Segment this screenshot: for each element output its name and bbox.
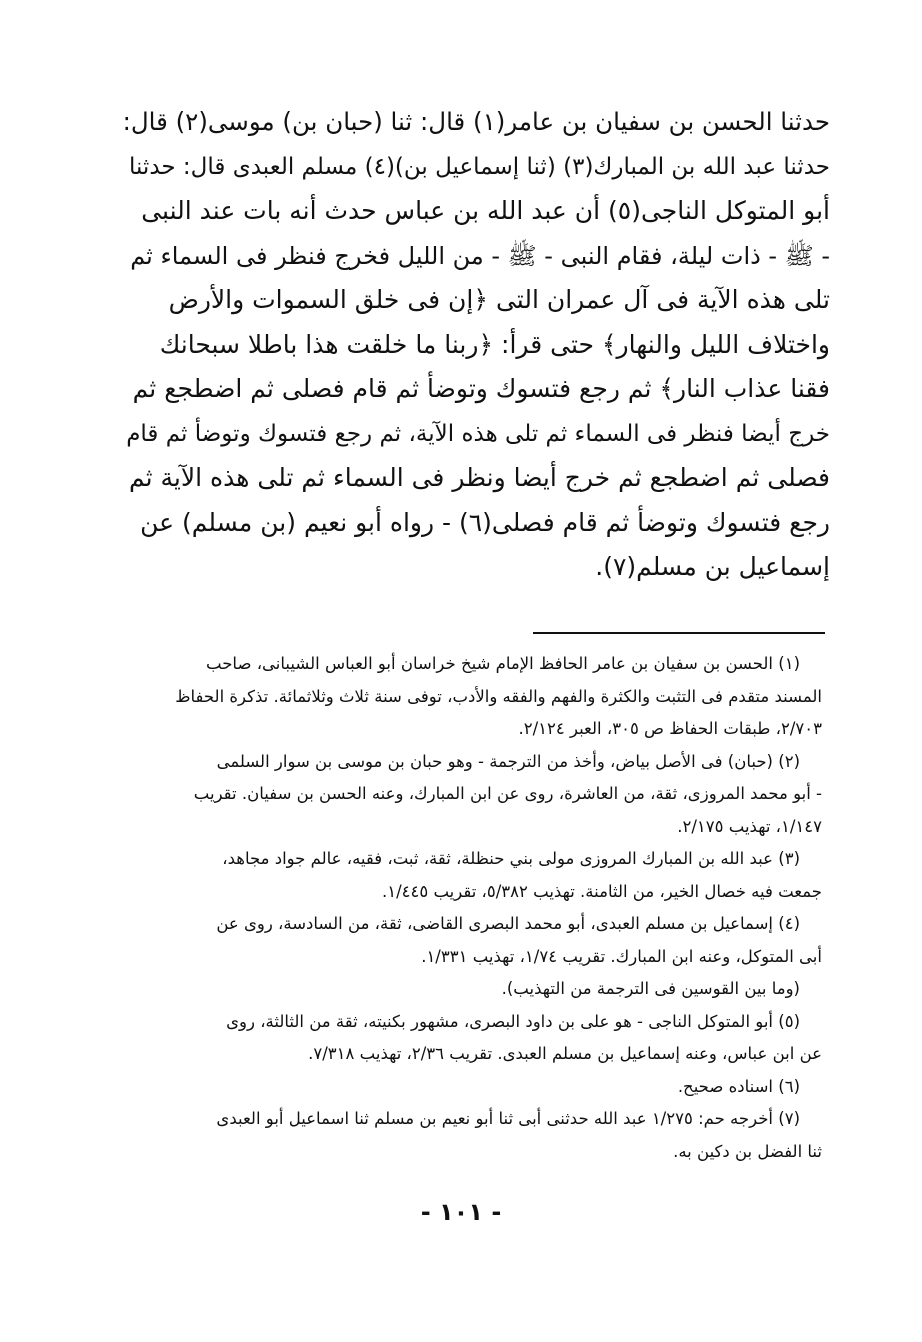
footnote-line: ٢/٧٠٣، طبقات الحفاظ ص ٣٠٥، العبر ٢/١٢٤. xyxy=(518,719,822,738)
footnote-line: المسند متقدم فى التثبت والكثرة والفهم والفقه والأدب، توفى سنة ثلاث وثلاثمائة. تذكرة الحفاظ xyxy=(175,686,822,706)
footnote-line: (٤) إسماعيل بن مسلم العبدى، أبو محمد البصرى القاضى، ثقة، من السادسة، روى عن xyxy=(216,914,800,933)
main-text-line: واختلاف الليل والنهار﴾ حتى قرأ: ﴿ربنا ما خلقت هذا باطلا سبحانك xyxy=(159,329,830,359)
footnote-line: جمعت فيه خصال الخير، من الثامنة. تهذيب ٥/٣٨٢، تقريب ١/٤٤٥. xyxy=(381,881,822,901)
footnote-line: (وما بين القوسين فى الترجمة من التهذيب). xyxy=(501,979,800,998)
footnote-line: ١/١٤٧، تهذيب ٢/١٧٥. xyxy=(677,816,822,836)
footnotes-section xyxy=(118,648,822,1168)
main-text-body xyxy=(118,100,830,590)
main-text-line: فقنا عذاب النار﴾ ثم رجع فتسوك وتوضأ ثم قام فصلى ثم اضطجع ثم xyxy=(132,374,830,403)
main-text-line: خرج أيضا فنظر فى السماء ثم تلى هذه الآية، ثم رجع فتسوك وتوضأ ثم قام xyxy=(126,420,830,447)
footnote-line: (١) الحسن بن سفيان بن عامر الحافظ الإمام شيخ خراسان أبو العباس الشيبانى، صاحب xyxy=(206,654,800,673)
footnote-line: (٢) (حبان) فى الأصل بياض، وأخذ من الترجمة - وهو حبان بن موسى بن سوار السلمى xyxy=(216,751,800,771)
main-text-line: حدثنا الحسن بن سفيان بن عامر(١) قال: ثنا (حبان بن) موسى(٢) قال: xyxy=(122,107,830,136)
main-text-line: حدثنا عبد الله بن المبارك(٣) (ثنا إسماعيل بن)(٤) مسلم العبدى قال: حدثنا xyxy=(128,153,830,180)
main-text-line: رجع فتسوك وتوضأ ثم قام فصلى(٦) - رواه أبو نعيم (بن مسلم) عن xyxy=(140,507,830,537)
main-text-line: تلى هذه الآية فى آل عمران التى ﴿إن فى خلق السموات والأرض xyxy=(168,285,830,314)
main-text-line: فصلى ثم اضطجع ثم خرج أيضا ونظر فى السماء ثم تلى هذه الآية ثم xyxy=(128,463,830,492)
footnote-line: (٧) أخرجه حم: ١/٢٧٥ عبد الله حدثنى أبى ثنا أبو نعيم بن مسلم ثنا اسماعيل أبو العبدى xyxy=(216,1109,800,1128)
footnote-line: عن ابن عباس، وعنه إسماعيل بن مسلم العبدى. تقريب ٢/٣٦، تهذيب ٧/٣١٨. xyxy=(308,1044,822,1063)
footnote-separator xyxy=(533,632,825,634)
footnote-line: (٥) أبو المتوكل الناجى - هو على بن داود البصرى، مشهور بكنيته، ثقة من الثالثة، روى xyxy=(226,1011,800,1031)
page-number: - ١٠١ - xyxy=(420,1198,502,1226)
footnote-line: ثنا الفضل بن دكين به. xyxy=(673,1141,822,1161)
footnote-line: - أبو محمد المروزى، ثقة، من العاشرة، روى عن ابن المبارك، وعنه الحسن بن سفيان. تقريب xyxy=(193,784,822,803)
main-text-line: - ﷺ - ذات ليلة، فقام النبى - ﷺ - من الليل فخرج فنظر فى السماء ثم xyxy=(130,241,830,270)
footnote-line: (٦) اسناده صحيح. xyxy=(677,1076,800,1096)
footnote-line: (٣) عبد الله بن المبارك المروزى مولى بني حنظلة، ثقة، ثبت، فقيه، عالم جواد مجاهد، xyxy=(222,849,800,868)
main-text-line: إسماعيل بن مسلم(٧). xyxy=(595,552,830,581)
main-text-line: أبو المتوكل الناجى(٥) أن عبد الله بن عباس حدث أنه بات عند النبى xyxy=(141,196,830,225)
footnote-line: أبى المتوكل، وعنه ابن المبارك. تقريب ١/٧٤، تهذيب ١/٣٣١. xyxy=(421,946,822,966)
